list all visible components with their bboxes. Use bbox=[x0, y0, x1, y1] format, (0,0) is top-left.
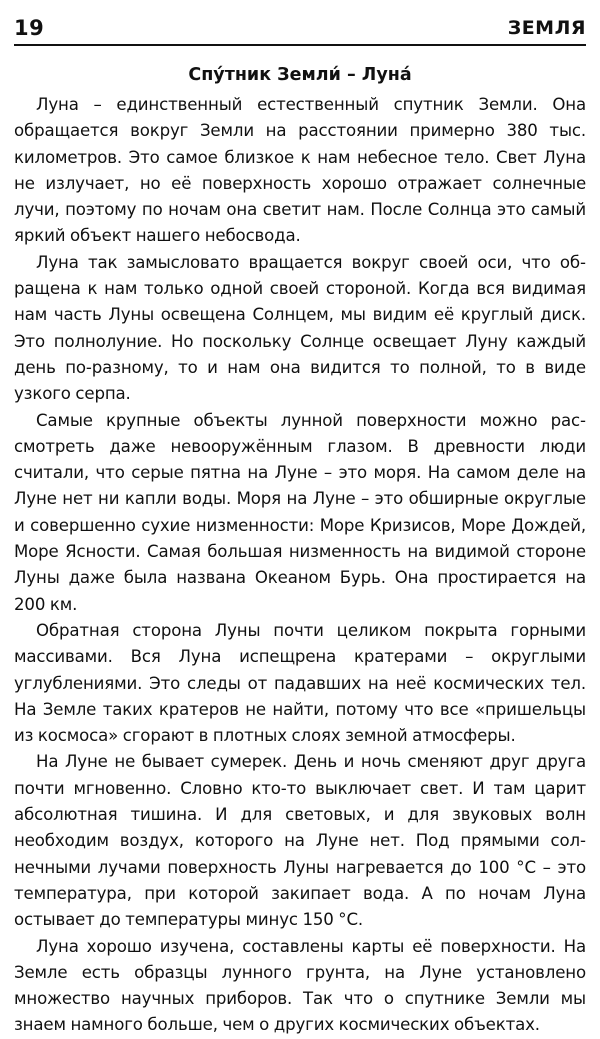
article-title: Спу́тник Земли́ – Луна́ bbox=[188, 65, 412, 85]
paragraph: Луна – единственный естественный спутник Земли. Она обращается вокруг Земли на расстоянии примерно 380 тыс. километров. Это самое близкое к нам небесное тело. Свет Луна не излучает, но её поверхность хорошо отражает солнечные лучи, поэтому по ночам она светит нам. После Солнца это самый яркий объект нашего небосвода. bbox=[14, 95, 586, 246]
paragraph: Обратная сторона Луны почти целиком покрыта горными массивами. Вся Луна испещрена кратерами – округлыми углублениями. Это следы от падавших на неё космических тел. На Земле таких кратеров не найти, потому что все «пришельцы из космоса» сгорают в плотных слоях земной атмосферы. bbox=[14, 620, 586, 746]
article bbox=[14, 62, 586, 1039]
paragraph: Луна так замысловато вращается вокруг своей оси, что обращена к нам только одной своей стороной. Когда вся видимая нам часть Луны освещена Солнцем, мы видим её круглый диск. Это полнолуние. Но поскольку Солнце освещает Луну каждый день по-разному, то и нам она видится то полной, то в виде узкого серпа. bbox=[14, 252, 586, 404]
page-header bbox=[14, 10, 586, 46]
paragraph: Луна хорошо изучена, составлены карты её поверхности. На Земле есть образцы лунного грунта, на Луне установлено множество научных приборов. Так что о спутнике Земли мы знаем намного больше, чем о других космических объектах. bbox=[14, 936, 586, 1035]
paragraph: На Луне не бывает сумерек. День и ночь сменяют друг друга почти мгновенно. Словно кто-то выключает свет. И там царит абсолютная тишина. И для световых, и для звуковых волн необходим воздух, которого на Луне нет. Под прямыми солнечными лучами поверхность Луны нагревается до 100 °С – это температура, при которой закипает вода. А по ночам Луна остывает до температуры минус 150 °С. bbox=[14, 752, 586, 930]
section-title: ЗЕМЛЯ bbox=[507, 17, 586, 39]
paragraph: Самые крупные объекты лунной поверхности можно рассмотреть даже невооружённым глазом. В древности люди считали, что серые пятна на Луне – это моря. На самом деле на Луне нет ни капли воды. Моря на Луне – это обширные округлые и совершенно сухие низменности: Море Кризисов, Море Дождей, Море Ясности. Самая большая низменность на видимой стороне Луны даже была названа Океаном Бурь. Она простирается на 200 км. bbox=[14, 410, 586, 614]
page-number: 19 bbox=[14, 16, 45, 40]
